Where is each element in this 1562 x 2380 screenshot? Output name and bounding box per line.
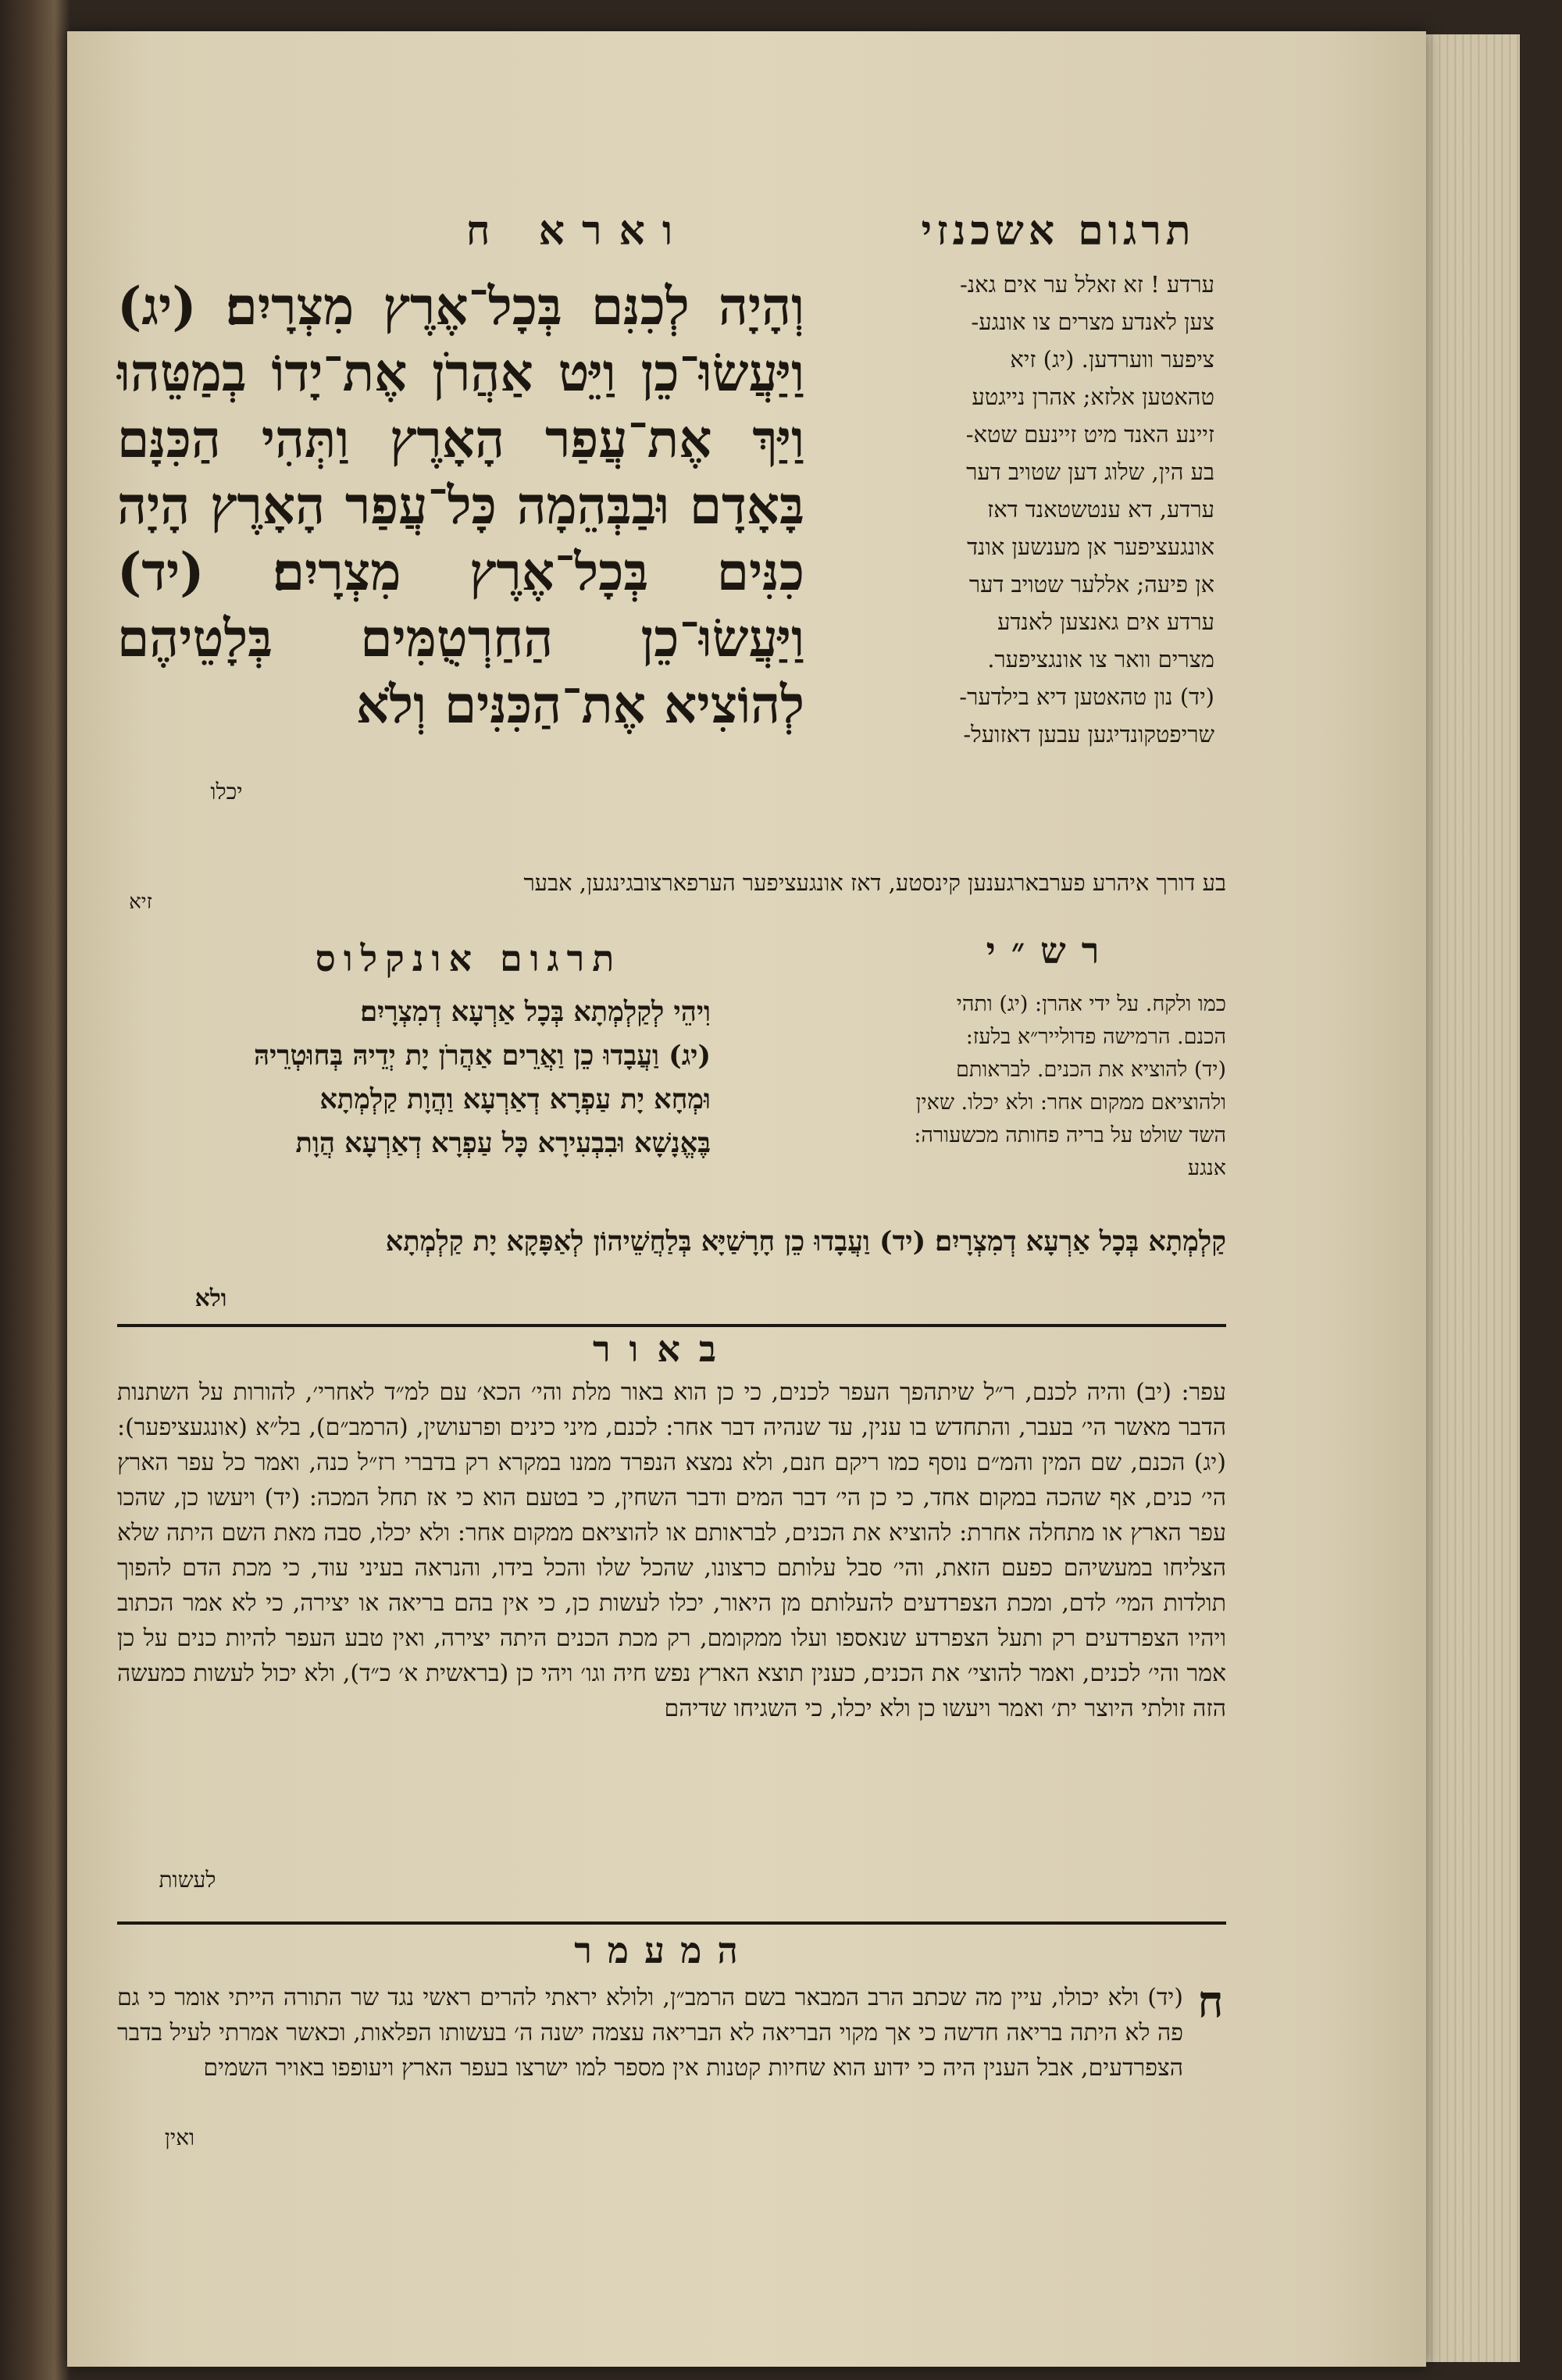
onkelos-full-width-line: קַלְמְתָא בְּכָל אַרְעָא דְמִצְרָיִם׃ (יד) וַעֲבָדוּ כֵן חָרָשַׁיָּא בְּלַחֲשֵׁיהוֹן לְאַפָּקָא יָת קַלְמְתָא: [385, 1226, 1226, 1258]
yiddish-translation-column: [820, 266, 1214, 753]
yiddish-line: (יד) נון טהאטען דיא בילדער-: [959, 683, 1214, 710]
torah-catchword: יכלו: [210, 779, 243, 805]
yiddish-line: טהאטען אלזא; אהרן נייגטע: [972, 384, 1214, 410]
page-edges: [1426, 34, 1520, 2362]
beur-title: באור: [592, 1328, 736, 1370]
parasha-header: וארא ח: [465, 207, 690, 255]
rashi-line: כמו ולקח. על ידי אהרן: (יג) ותהי: [956, 992, 1226, 1016]
onkelos-column: [117, 990, 711, 1165]
meamar-drop-cap: ח: [1197, 1976, 1224, 2028]
yiddish-line: ציפער ווערדען. (יג) זיא: [1010, 346, 1214, 373]
yiddish-line: ערדע אים גאנצען לאנדע: [997, 608, 1214, 635]
rashi-commentary: [730, 988, 1226, 1185]
section-divider: [117, 1324, 1226, 1327]
yiddish-line: אונגעציפער אן מענשען אונד: [967, 533, 1214, 560]
rashi-line: הכנם. הרמישה פדולייר״א בלעז:: [965, 1025, 1226, 1049]
targum-ashkenazi-title: תרגום אשכנזי: [921, 207, 1196, 255]
yiddish-line: ערדע, דא ענטשטאנד דאז: [987, 496, 1214, 523]
onkelos-line: בֶּאֱנָשָׁא וּבִבְעִירָא כָּל עַפְרָא דְאַרְעָא הֲוָת: [295, 1127, 711, 1159]
meamar-catchword: ואין: [164, 2125, 195, 2150]
yiddish-line: אן פיעה; אללער שטויב דער: [968, 571, 1214, 598]
yiddish-line: מצרים וואר צו אונגציפער.: [987, 646, 1214, 673]
yiddish-line: שריפטקונדיגען עבען דאזועל-: [963, 721, 1214, 748]
onkelos-line: וִיהֵי לְקַלְמְתָא בְּכָל אַרְעָא דְמִצְרָיִם׃: [360, 996, 711, 1028]
yiddish-line: צען לאנדע מצרים צו אונגע-: [971, 309, 1214, 335]
yiddish-line: ערדע ! זא זאלל ער אים גאנ-: [959, 271, 1214, 298]
beur-commentary: עפר: (יב) והיה לכנם, ר״ל שיתהפך העפר לכנים, כי כן הוא באור מלת והי׳ הכא׳ עם למ״ד לאחרי׳, להורות על השתנות הדבר מאשר הי׳ בעבר, והתחדש בו ענין, עד שנהיה דבר אחר: לכנם, מיני כינים ופרעושין, (הרמב״ם), בל״א (אונגעציפער): (יג) הכנם, שם המין והמ״ם נוסף כמו ריקם חנם, ולא נמצא הנפרד ממנו במקרא רק בדברי רז״ל כנה, ואמר כל עפר הארץ הי׳ כנים, אף שהכה במקום אחד, כי כן הי׳ דבר המים ודבר השחין, כי בטעם הוא כי אז תחל המכה: (יד) ויעשו כן, שהכו עפר הארץ או מתחלה אחרת: להוציא את הכנים, לבראותם או להוציאם ממקום אחר: ולא יכלו, סבה מאת השם היתה שלא הצליחו במעשיהם כפעם הזאת, והי׳ סבל עלותם כרצונו, שהכל שלו והכל בידו, והנראה בעיני עוד, כי מכת הדם להפוך תולדות המי׳ לדם, ומכת הצפרדעים להעלותם מן היאור, יכלו לעשות כן, כי אין בהם בריאה או יצירה, כי לא אמר הכתוב ויהיו הצפרדעים רק ותעל הצפרדע שנאספו ועלו ממקומם, רק מכת הכנים היתה יצירה, ואין טבע העפר להיות כנים על כן אמר והי׳ לכנים, ואמר להוצי׳ את הכנים, כענין תוצא הארץ נפש חיה וגו׳ ויהי כן (בראשית א׳ כ״ד), ולא יכול לעשות כמעשה הזה זולתי היוצר ית׳ ואמר ויעשו כן ולא יכלו, כי השגיחו שדיהם: [117, 1379, 1226, 1722]
onkelos-title: תרגום אונקלוס: [315, 937, 622, 979]
onkelos-catchword: ולא: [194, 1285, 227, 1312]
meamar-title: המעמר: [574, 1929, 754, 1971]
rashi-catchword: אנגע: [1187, 1156, 1226, 1180]
rashi-line: השד שולט על בריה פחותה מכשעורה:: [914, 1123, 1226, 1147]
onkelos-line: (יג) וַעֲבָדוּ כֵן וַאֲרֵים אַהֲרֹן יָת יְדֵיהּ בְּחוּטְרֵיהּ: [254, 1040, 711, 1072]
meamar-commentary: (יד) ולא יכולו, עיין מה שכתב הרב המבאר בשם הרמב״ן, ולולא יראתי להרים ראשי נגד שר התורה הייתי אומר כי גם פה לא היתה בריאה חדשה כי אך מקוי הבריאה לא הבריאה עצמה ישנה ה׳ בעשותו הפלאות, וכאשר אמרתי לעיל בדבר הצפרדעים, אבל הענין היה כי ידוע הוא שחיות קטנות אין מספר למו ישרצו בעפר הארץ ויעופפו באויר השמים: [117, 1984, 1183, 2082]
onkelos-line: וּמְחָא יָת עַפְרָא דְאַרְעָא וַהֲוָת קַלְמְתָא: [319, 1083, 711, 1115]
yiddish-catchword: זיא: [129, 890, 152, 914]
beur-catchword: לעשות: [159, 1867, 216, 1893]
yiddish-line: בע הין, שלוג דען שטויב דער: [966, 459, 1214, 485]
yiddish-full-width-line: בע דורך איהרע פערבארגענען קינסטע, דאז אונגעציפער הערפארצובגינגען, אבער: [523, 869, 1226, 896]
torah-text: וְהָיָה לְכִנִּם בְּכָל־אֶרֶץ מִצְרָיִם׃ (יג) וַיַּעֲשׂוּ־כֵן וַיֵּט אַהֲרֹן אֶת־יָדוֹ בְמַטֵּהוּ וַיַּךְ אֶת־עֲפַר הָאָרֶץ וַתְּהִי הַכִּנָּם בָּאָדָם וּבַבְּהֵמָה כָּל־עֲפַר הָאָרֶץ הָיָה כִנִּים בְּכָל־אֶרֶץ מִצְרָיִם׃ (יד) וַיַּעֲשׂוּ־כֵן הַחַרְטֻמִּים בְּלָטֵיהֶם לְהוֹצִיא אֶת־הַכִּנִּים וְלֹא: [117, 276, 804, 735]
rashi-title: רש״י: [986, 930, 1115, 972]
rashi-line: (יד) להוציא את הכנים. לבראותם: [956, 1058, 1226, 1082]
rashi-line: ולהוציאם ממקום אחר: ולא יכלו. שאין: [915, 1090, 1226, 1115]
section-divider: [117, 1921, 1226, 1925]
yiddish-line: זיינע האנד מיט זיינעם שטא-: [965, 421, 1214, 448]
